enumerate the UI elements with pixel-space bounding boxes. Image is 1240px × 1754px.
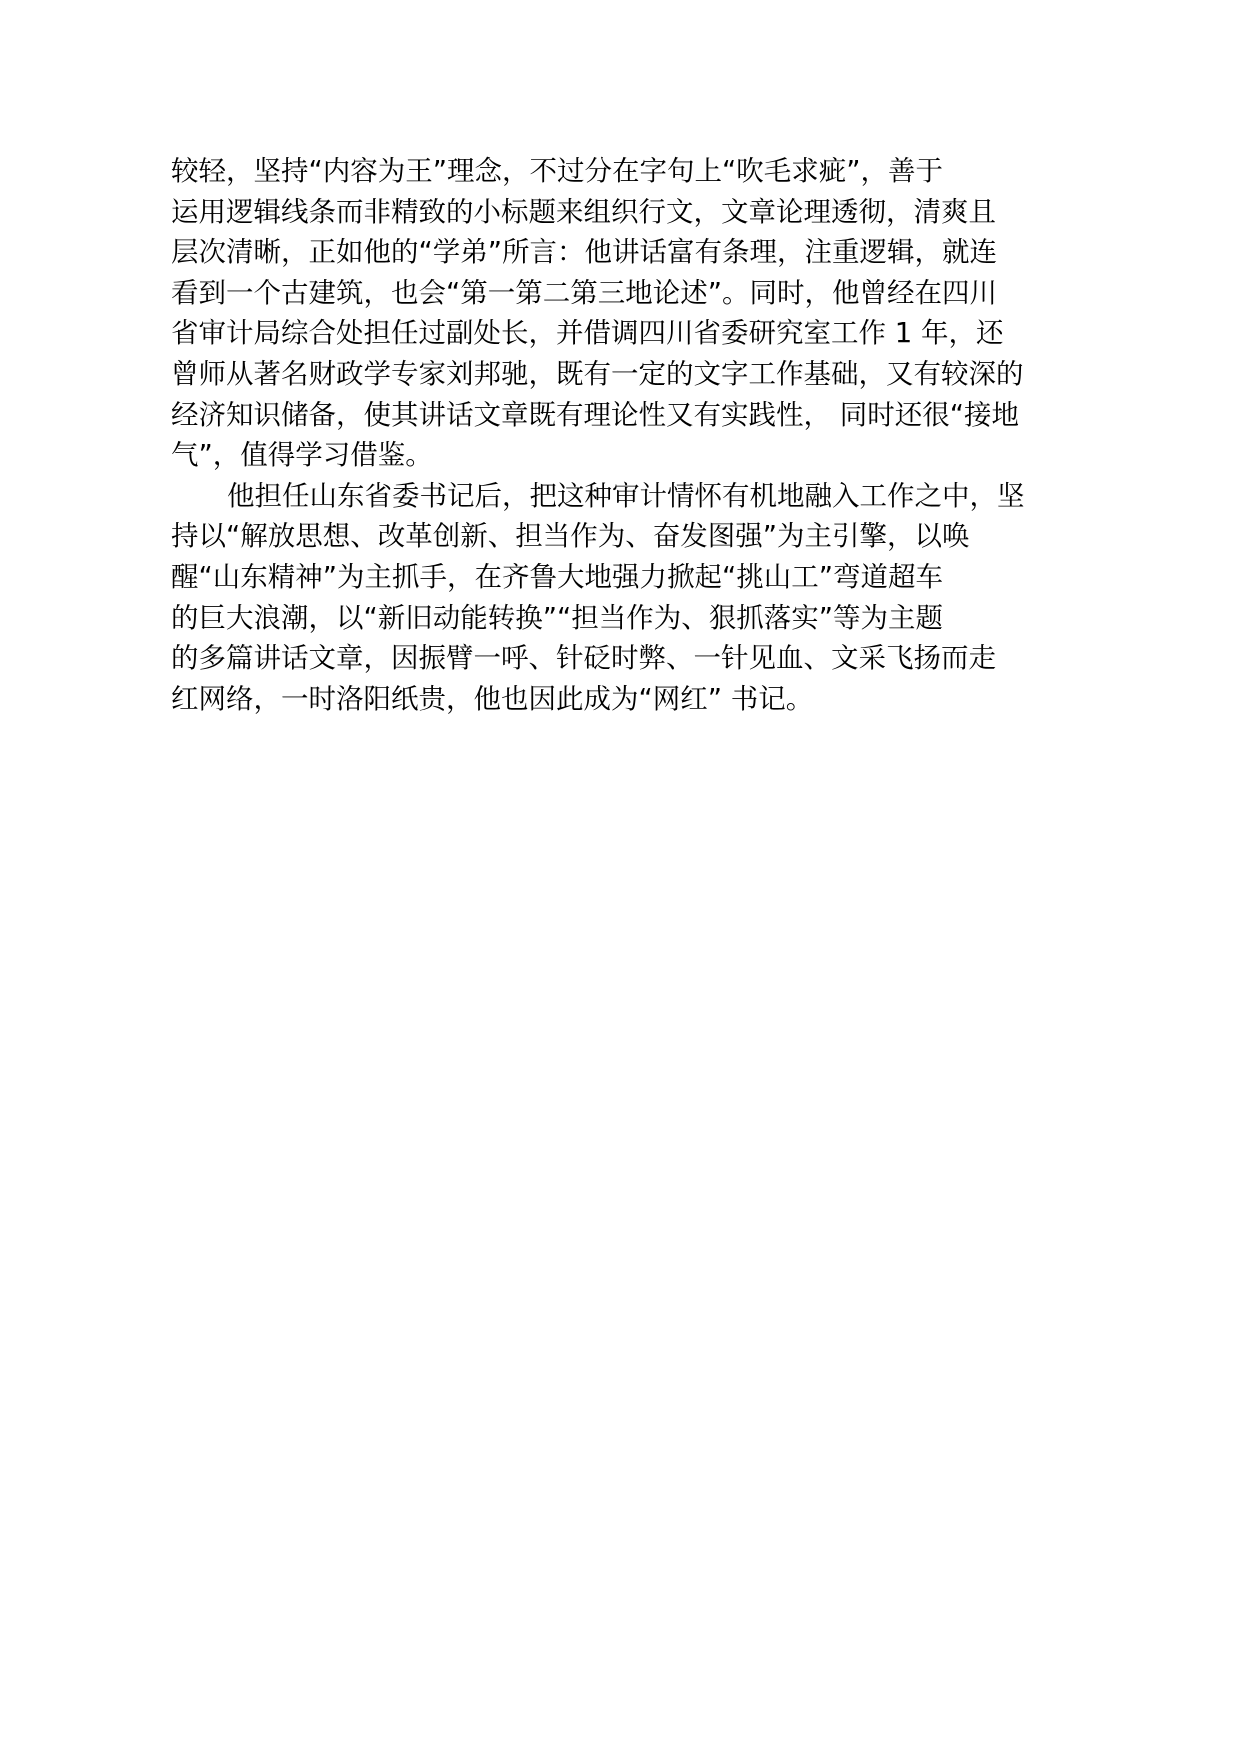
- paragraph-line: 曾师从著名财政学专家刘邦驰，既有一定的文字工作基础，又有较深的: [171, 357, 1024, 390]
- paragraph-line: 较轻，坚持“内容为王”理念，不过分在字句上“吹毛求疵”，善于: [171, 155, 943, 187]
- paragraph-2: [171, 476, 1071, 720]
- paragraph-line: 层次清晰，正如他的“学弟”所言：他讲话富有条理，注重逻辑，就连: [171, 236, 997, 269]
- paragraph-line: 的多篇讲话文章，因振臂一呼、针砭时弊、一针见血、文采飞扬而走: [171, 642, 996, 675]
- document-body: [171, 151, 1071, 719]
- paragraph-line: 运用逻辑线条而非精致的小标题来组织行文，文章论理透彻，清爽且: [171, 195, 996, 228]
- paragraph-line: 的巨大浪潮，以“新旧动能转换”“担当作为、狠抓落实”等为主题: [171, 601, 943, 634]
- paragraph-line: 省审计局综合处担任过副处长，并借调四川省委研究室工作 1 年，还: [171, 317, 1004, 350]
- paragraph-line: 持以“解放思想、改革创新、担当作为、奋发图强”为主引擎，以唤: [171, 520, 970, 553]
- paragraph-line: 经济知识储备，使其讲话文章既有理论性又有实践性， 同时还很“接地: [171, 398, 1019, 431]
- paragraph-line: 红网络，一时洛阳纸贵，他也因此成为“网红” 书记。: [171, 682, 814, 715]
- paragraph-line: 醒“山东精神”为主抓手，在齐鲁大地强力掀起“挑山工”弯道超车: [171, 560, 943, 593]
- paragraph-line: 气”，值得学习借鉴。: [171, 439, 433, 472]
- paragraph-line: 看到一个古建筑，也会“第一第二第三地论述”。同时，他曾经在四川: [171, 276, 997, 309]
- paragraph-1: [171, 151, 1071, 476]
- paragraph-first-line: 他担任山东省委书记后，把这种审计情怀有机地融入工作之中，坚: [227, 479, 1025, 512]
